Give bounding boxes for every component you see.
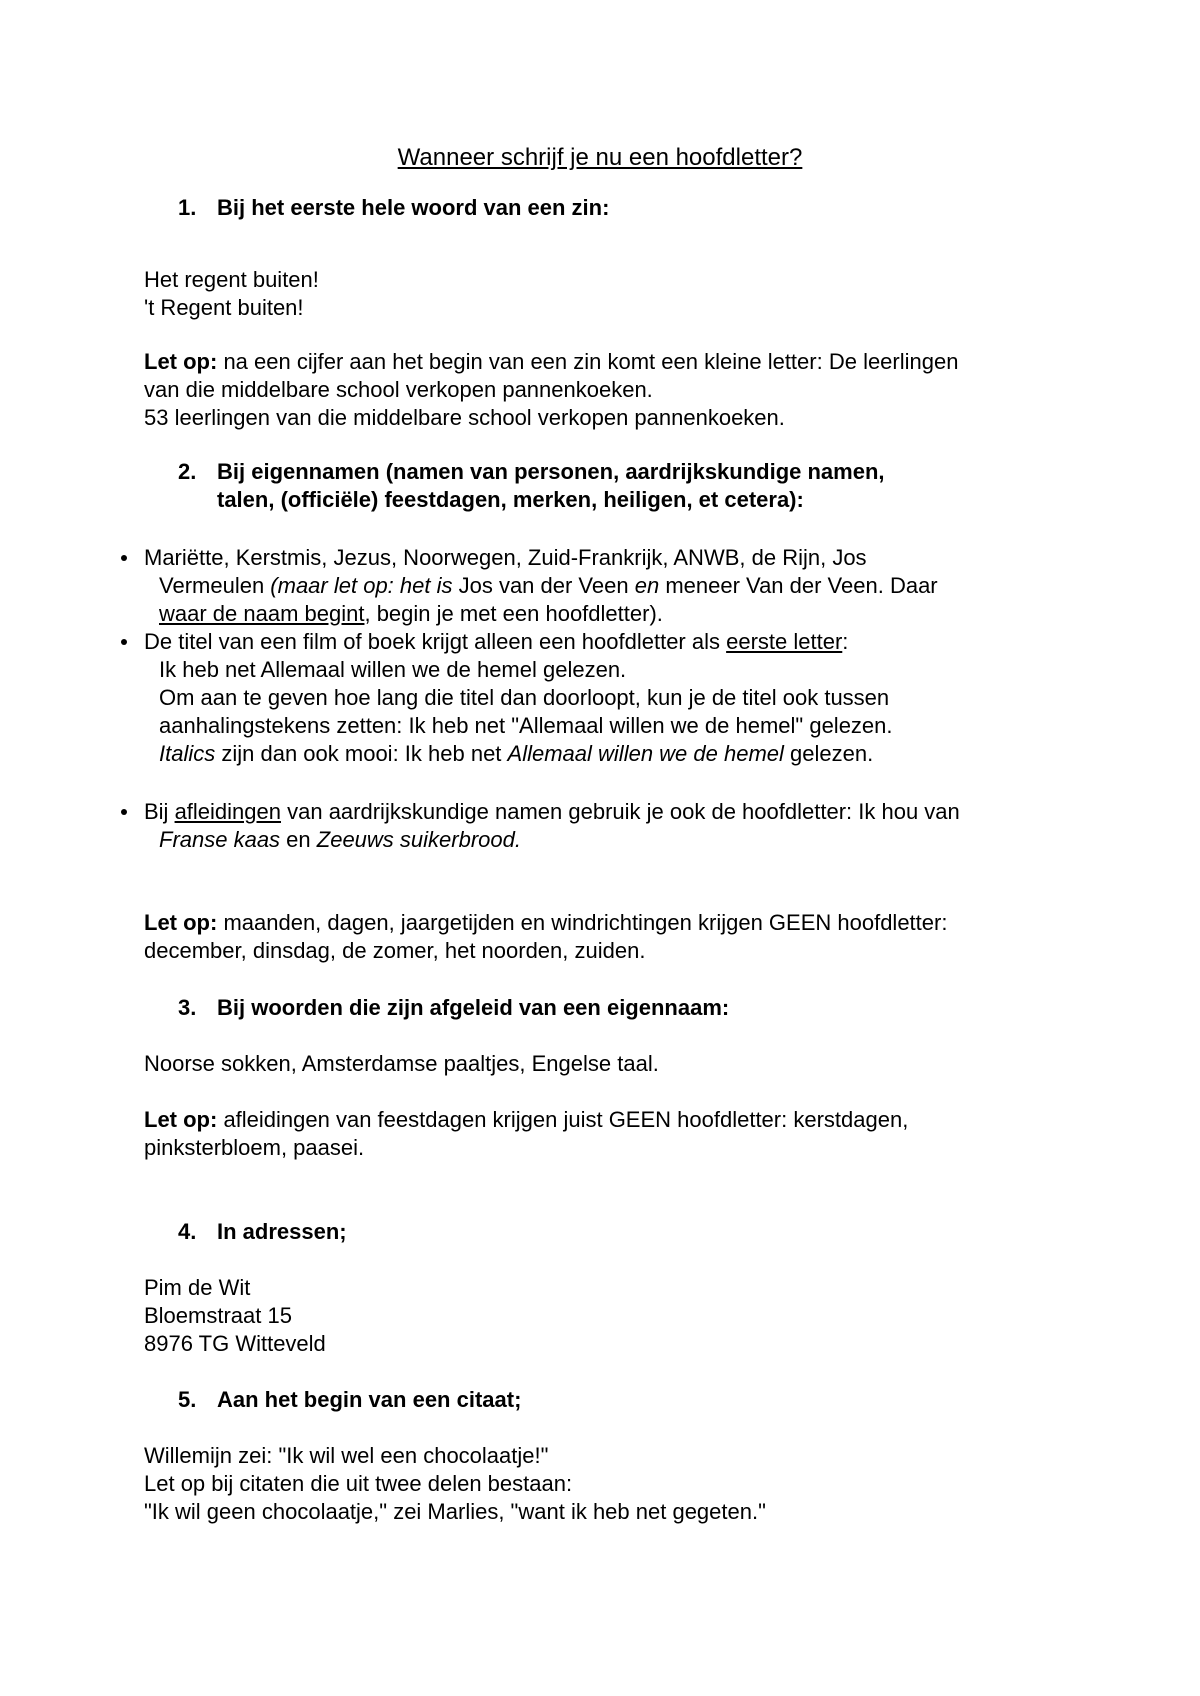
section-2-note [144,909,1064,965]
list-item-text: Allemaal willen we de hemel [507,741,784,766]
list-item-text: Zeeuws suikerbrood. [316,827,521,852]
list-item-text: Vermeulen [159,573,271,598]
list-item-text: , begin je met een hoofdletter). [364,601,663,626]
list-item-text: (maar let op: het is [270,573,453,598]
section-5-number: 5. [178,1387,197,1412]
list-item-text: aanhalingstekens zetten: Ik heb net "Allemaal willen we de hemel" gelezen. [159,713,893,738]
note-text: afleidingen van feestdagen krijgen juist GEEN hoofdletter: kerstdagen, [217,1107,909,1132]
section-3-heading-text: Bij woorden die zijn afgeleid van een eigennaam: [217,995,730,1020]
list-item-text: afleidingen [174,799,281,824]
list-item-text: van aardrijkskundige namen gebruik je ook de hoofdletter: Ik hou van [281,799,960,824]
section-4-heading [178,1218,1038,1246]
bullet-icon [121,809,127,815]
section-3-example [144,1050,1064,1078]
section-4-heading-text: In adressen; [217,1219,347,1244]
list-item-text: : [842,629,849,654]
address-line: Bloemstraat 15 [144,1303,292,1328]
section-1-note [144,348,1064,432]
bullet-icon [121,639,127,645]
example-line: Let op bij citaten die uit twee delen bestaan: [144,1471,573,1496]
section-3-number: 3. [178,995,197,1020]
page-title: Wanneer schrijf je nu een hoofdletter? [397,144,803,171]
quote-examples [144,1442,1064,1526]
list-item-text: en [634,573,660,598]
example-line: "Ik wil geen chocolaatje," zei Marlies, "want ik heb net gegeten." [144,1499,766,1524]
note-text: van die middelbare school verkopen pannenkoeken. [144,377,653,402]
section-2-heading-text: Bij eigennamen (namen van personen, aardrijkskundige namen, [217,459,885,484]
list-item-text: Mariëtte, Kerstmis, Jezus, Noorwegen, Zuid-Frankrijk, ANWB, de Rijn, Jos [144,545,867,570]
example-line: 't Regent buiten! [144,295,304,320]
note-label: Let op: [144,1107,218,1132]
list-item-text: en [280,827,317,852]
example-line: Willemijn zei: "Ik wil wel een chocolaatje!" [144,1443,549,1468]
list-item-text: gelezen. [783,741,874,766]
section-1-number: 1. [178,195,197,220]
list-item-text: Om aan te geven hoe lang die titel dan doorloopt, kun je de titel ook tussen [159,685,890,710]
address-line: 8976 TG Witteveld [144,1331,326,1356]
section-1-heading [178,194,1038,222]
address-line: Pim de Wit [144,1275,251,1300]
list-item [144,628,1074,768]
section-3-heading [178,994,1038,1022]
list-item [144,544,1074,628]
note-label: Let op: [144,349,218,374]
note-text: 53 leerlingen van die middelbare school verkopen pannenkoeken. [144,405,785,430]
section-4-number: 4. [178,1219,197,1244]
section-1-examples [144,266,1064,322]
note-text: december, dinsdag, de zomer, het noorden, zuiden. [144,938,646,963]
note-text: pinksterbloem, paasei. [144,1135,365,1160]
section-1-heading-text: Bij het eerste hele woord van een zin: [217,195,610,220]
list-item-text: meneer Van der Veen. Daar [659,573,938,598]
note-text: maanden, dagen, jaargetijden en windrichtingen krijgen GEEN hoofdletter: [217,910,948,935]
list-item-text: Jos van der Veen [452,573,635,598]
note-label: Let op: [144,910,218,935]
section-2-heading-text: talen, (officiële) feestdagen, merken, heiligen, et cetera): [217,487,804,512]
example-line: Noorse sokken, Amsterdamse paaltjes, Engelse taal. [144,1051,659,1076]
bullet-icon [121,555,127,561]
list-item-text: Franse kaas [159,827,281,852]
list-item-text: Ik heb net Allemaal willen we de hemel gelezen. [159,657,627,682]
list-item-text: zijn dan ook mooi: Ik heb net [215,741,508,766]
section-2-number: 2. [178,459,197,484]
section-3-note [144,1106,1064,1162]
list-item-text: eerste letter [726,629,843,654]
address-block [144,1274,1064,1358]
note-text: na een cijfer aan het begin van een zin komt een kleine letter: De leerlingen [217,349,959,374]
section-2-heading [178,458,1038,514]
section-5-heading-text: Aan het begin van een citaat; [217,1387,522,1412]
list-item-text: waar de naam begint [159,601,365,626]
list-item-text: Italics [159,741,216,766]
example-line: Het regent buiten! [144,267,319,292]
list-item [144,798,1074,854]
list-item-text: De titel van een film of boek krijgt alleen een hoofdletter als [144,629,727,654]
section-5-heading [178,1386,1038,1414]
list-item-text: Bij [144,799,175,824]
